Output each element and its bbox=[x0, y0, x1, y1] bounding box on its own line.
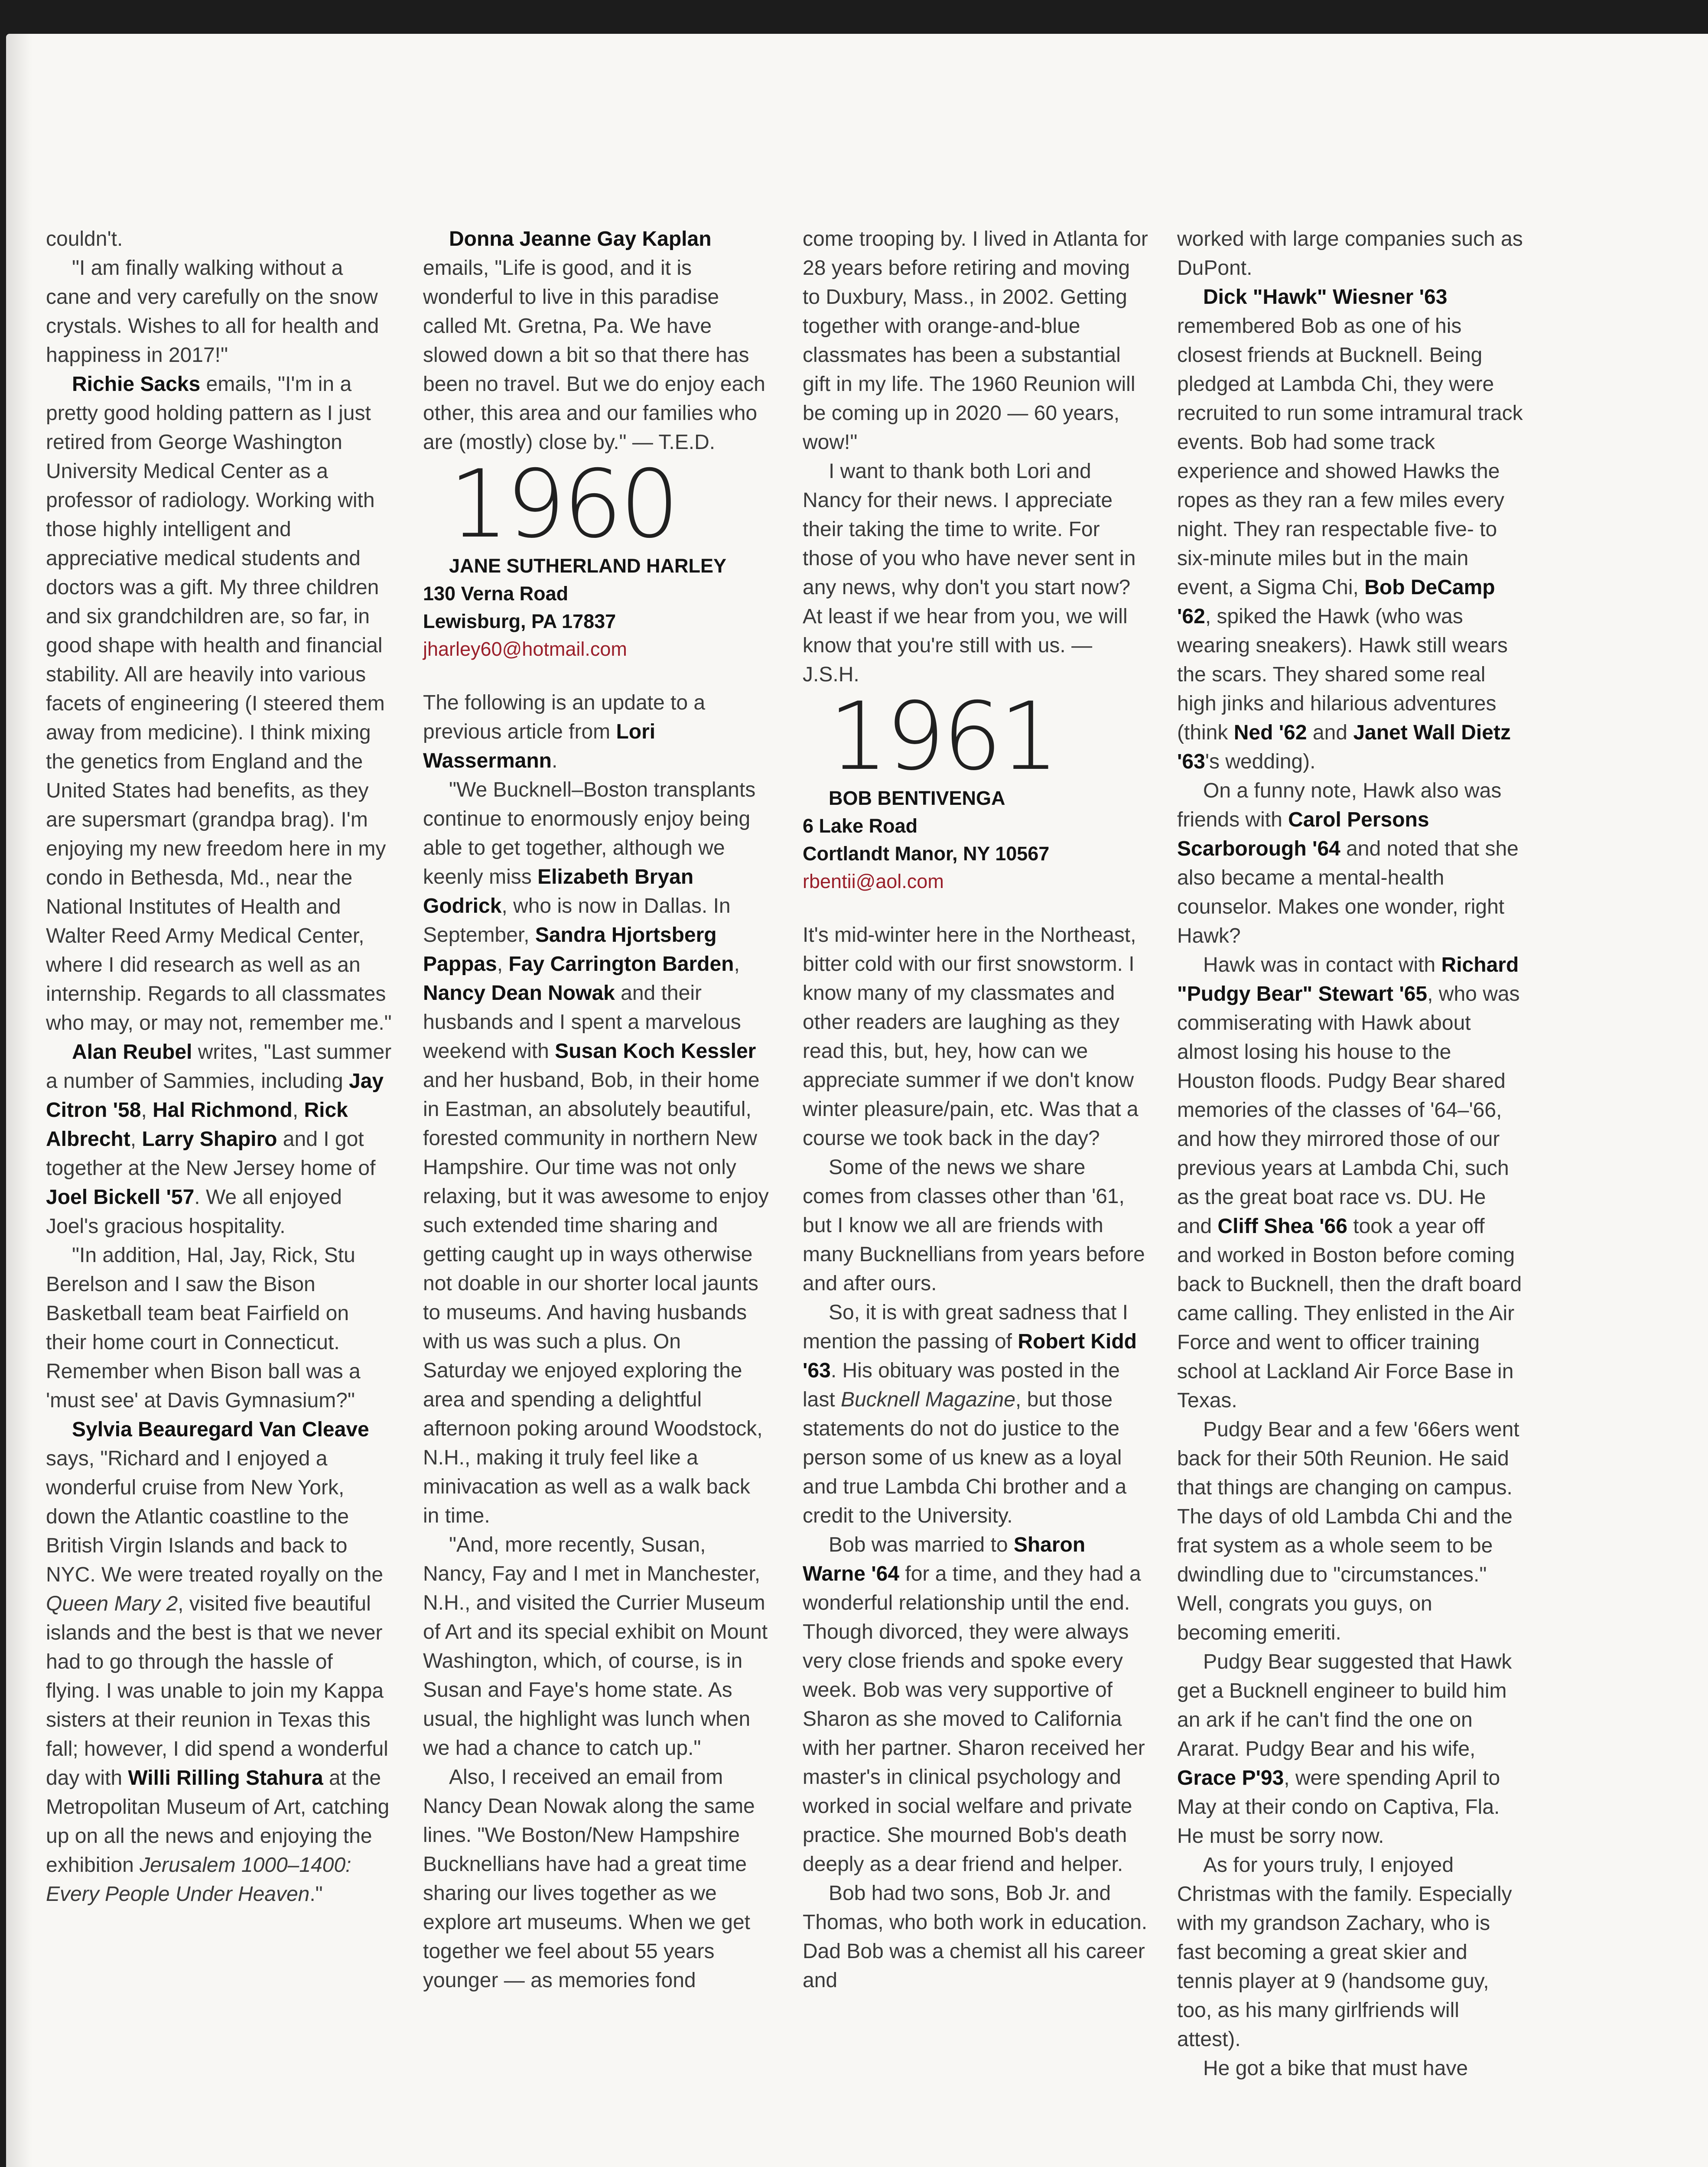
paragraph: It's mid-winter here in the Northeast, bitter cold with our first snowstorm. I know many of my classmates and other readers are laughing as they read this, but, hey, how can we appreciate summer if we don't know winter pleasure/pain, etc. Was that a course we took back in the day? bbox=[803, 924, 1139, 1150]
paragraph: I want to thank both Lori and Nancy for their news. I appreciate their taking the time to write. For those of you who have never sent in any news, why don't you start now? At least if we hear from you, we will know that you're still with us. — J.S.H. bbox=[803, 460, 1136, 686]
paragraph: worked with large companies such as DuPont. bbox=[1177, 228, 1523, 280]
classmate-name: Cliff Shea '66 bbox=[1217, 1215, 1347, 1238]
paragraph: The following is an update to a previous article from Lori Wassermann. bbox=[423, 691, 706, 772]
classmate-name: Lori Wassermann bbox=[423, 720, 656, 772]
class-correspondent-address bbox=[803, 784, 1149, 895]
classmate-name: Joel Bickell '57 bbox=[46, 1186, 195, 1209]
paragraph: So, it is with great sadness that I mention the passing of Robert Kidd '63. His obituary was posted in the last Bucknell Magazine, but those statements do not do justice to the person some of us knew as a loyal and true Lambda Chi brother and a credit to the University. bbox=[803, 1301, 1137, 1527]
classmate-name: Sylvia Beauregard Van Cleave bbox=[72, 1418, 369, 1441]
paragraph: Sylvia Beauregard Van Cleave says, "Richard and I enjoyed a wonderful cruise from New York, down the Atlantic coastline to the British Virgin Islands and back to NYC. We were treated royally on the Queen Mary 2, visited five beautiful islands and the best is that we never had to go through the hassle of flying. I was unable to join my Kappa sisters at their reunion in Texas this fall; however, I did spend a wonderful day with Willi Rilling Stahura at the Metropolitan Museum of Art, catching up on all the news and enjoying the exhibition Jerusalem 1000–1400: Every People Under Heaven." bbox=[46, 1418, 390, 1906]
paragraph: Donna Jeanne Gay Kaplan emails, "Life is good, and it is wonderful to live in this paradise called Mt. Gretna, Pa. We have slowed down a bit so that there has been no travel. But we do enjoy each other, this area and our families who are (mostly) close by." — T.E.D. bbox=[423, 228, 765, 454]
correspondent-name: BOB BENTIVENGA bbox=[829, 787, 1005, 809]
paragraph: Richie Sacks emails, "I'm in a pretty good holding pattern as I just retired from George Washington University Medical Center as a professor of radiology. Working with those highly intelligent and appreciative medical students and doctors was a gift. My three children and six grandchildren are, so far, in good shape with health and financial stability. All are heavily into various facets of engineering (I steered them away from medicine). I think mixing the genetics from England and the United States had benefits, as they are supersmart (grandpa brag). I'm enjoying my new freedom here in my condo in Bethesda, Md., near the National Institutes of Health and Walter Reed Army Medical Center, where I did research as well as an internship. Regards to all classmates who may, or may not, remember me." bbox=[46, 373, 392, 1035]
publication-title: Bucknell Magazine bbox=[841, 1388, 1015, 1411]
classmate-name: Susan Koch Kessler bbox=[555, 1040, 756, 1063]
paragraph: Hawk was in contact with Richard "Pudgy Bear" Stewart '65, who was commiserating with Hawk about almost losing his house to the Houston floods. Pudgy Bear shared memories of the classes of '64–'66, and how they mirrored those of our previous years at Lambda Chi, such as the great boat race vs. DU. He and Cliff Shea '66 took a year off and worked in Boston before coming back to Bucknell, then the draft board came calling. They enlisted in the Air Force and went to officer training school at Lackland Air Force Base in Texas. bbox=[1177, 953, 1522, 1412]
classmate-name: Carol Persons Scarborough '64 bbox=[1177, 808, 1429, 860]
exhibition-title: Jerusalem 1000–1400: Every People Under Heaven bbox=[46, 1854, 351, 1906]
paragraph: "And, more recently, Susan, Nancy, Fay and I met in Manchester, N.H., and visited the Currier Museum of Art and its special exhibit on Mount Washington, which, of course, is in Susan and Faye's home state. As usual, the highlight was lunch when we had a chance to catch up." bbox=[423, 1533, 768, 1760]
magazine-page bbox=[6, 34, 1708, 2167]
paragraph: come trooping by. I lived in Atlanta for 28 years before retiring and moving to Duxbury, Mass., in 2002. Getting together with orange-and-blue classmates has been a substantial gift in my life. The 1960 Reunion will be coming up in 2020 — 60 years, wow!" bbox=[803, 228, 1148, 454]
paragraph: Dick "Hawk" Wiesner '63 remembered Bob as one of his closest friends at Bucknell. Being pledged at Lambda Chi, they were recruited to run some intramural track events. Bob had some track experience and showed Hawks the ropes as they ran a few miles every night. They ran respectable five- to six-minute miles but in the main event, a Sigma Chi, Bob DeCamp '62, spiked the Hawk (who was wearing sneakers). Hawk still wears the scars. They shared some real high jinks and hilarious adventures (think Ned '62 and Janet Wall Dietz '63's wedding). bbox=[1177, 286, 1523, 773]
correspondent-street: 130 Verna Road bbox=[423, 582, 569, 605]
classmate-name: Jay Citron '58 bbox=[46, 1070, 384, 1122]
classmate-name: Bob DeCamp '62 bbox=[1177, 576, 1495, 628]
classmate-name: Hal Richmond bbox=[153, 1099, 293, 1122]
classmate-name: Alan Reubel bbox=[72, 1041, 192, 1064]
classmate-name: Grace P'93 bbox=[1177, 1767, 1284, 1790]
classmate-name: Donna Jeanne Gay Kaplan bbox=[449, 228, 712, 251]
paragraph: "In addition, Hal, Jay, Rick, Stu Berelson and I saw the Bison Basketball team beat Fairfield on their home court in Connecticut. Remember when Bison ball was a 'must see' at Davis Gymnasium?" bbox=[46, 1244, 361, 1412]
paragraph: Pudgy Bear and a few '66ers went back for their 50th Reunion. He said that things are changing on campus. The days of old Lambda Chi and the frat system as a whole seem to be dwindling due to "circumstances." Well, congrats you guys, on becoming emeriti. bbox=[1177, 1418, 1519, 1644]
classmate-name: Richard "Pudgy Bear" Stewart '65 bbox=[1177, 953, 1519, 1005]
classmate-name: Janet Wall Dietz '63 bbox=[1177, 721, 1511, 773]
classmate-name: Willi Rilling Stahura bbox=[128, 1767, 323, 1790]
paragraph: Bob had two sons, Bob Jr. and Thomas, who both work in education. Dad Bob was a chemist all his career and bbox=[803, 1882, 1148, 1992]
paragraph: Alan Reubel writes, "Last summer a number of Sammies, including Jay Citron '58, Hal Richmond, Rick Albrecht, Larry Shapiro and I got together at the New Jersey home of Joel Bickell '57. We all enjoyed Joel's gracious hospitality. bbox=[46, 1041, 392, 1238]
paragraph: Also, I received an email from Nancy Dean Nowak along the same lines. "We Boston/New Hampshire Bucknellians have had a great time sharing our lives together as we explore art museums. When we get together we feel about 55 years younger — as memories fond bbox=[423, 1766, 755, 1992]
column-3 bbox=[803, 225, 1149, 1995]
classmate-name: Larry Shapiro bbox=[142, 1128, 277, 1151]
column-2 bbox=[423, 225, 770, 1995]
classmate-name: Robert Kidd '63 bbox=[803, 1330, 1137, 1382]
correspondent-city: Cortlandt Manor, NY 10567 bbox=[803, 843, 1050, 865]
paragraph: "I am finally walking without a cane and very carefully on the snow crystals. Wishes to all for health and happiness in 2017!" bbox=[46, 257, 379, 367]
correspondent-street: 6 Lake Road bbox=[803, 815, 918, 837]
classmate-name: Ned '62 bbox=[1233, 721, 1307, 744]
correspondent-name: JANE SUTHERLAND HARLEY bbox=[449, 555, 727, 577]
page-fold-shadow bbox=[6, 34, 32, 2167]
paragraph: couldn't. bbox=[46, 228, 123, 251]
correspondent-email-link[interactable]: rbentii@aol.com bbox=[803, 870, 944, 892]
paragraph: As for yours truly, I enjoyed Christmas with the family. Especially with my grandson Zachary, who is fast becoming a great skier and tennis player at 9 (handsome guy, too, as his many girlfriends will attest). bbox=[1177, 1854, 1512, 2051]
classmate-name: Sharon Warne '64 bbox=[803, 1533, 1086, 1585]
classmate-name: Elizabeth Bryan Godrick bbox=[423, 865, 694, 918]
classmate-name: Nancy Dean Nowak bbox=[423, 982, 615, 1005]
classmate-name: Sandra Hjortsberg Pappas bbox=[423, 924, 717, 976]
paragraph: He got a bike that must have bbox=[1203, 2057, 1468, 2080]
paragraph: Some of the news we share comes from classes other than '61, but I know we all are friends with many Bucknellians from years before and after ours. bbox=[803, 1156, 1145, 1295]
class-correspondent-address bbox=[423, 552, 770, 663]
correspondent-email-link[interactable]: jharley60@hotmail.com bbox=[423, 638, 627, 660]
column-4 bbox=[1177, 225, 1524, 2083]
paragraph: "We Bucknell–Boston transplants continue to enormously enjoy being able to get together, although we keenly miss Elizabeth Bryan Godrick, who is now in Dallas. In September, Sandra Hjortsberg Pappas, Fay Carrington Barden, Nancy Dean Nowak and their husbands and I spent a marvelous weekend with Susan Koch Kessler and her husband, Bob, in their home in Eastman, an absolutely beautiful, forested community in northern New Hampshire. Our time was not only relaxing, but it was awesome to enjoy such extended time sharing and getting caught up in ways otherwise not doable in our shorter local jaunts to museums. And having husbands with us was such a plus. On Saturday we enjoyed exploring the area and spending a delightful afternoon poking around Woodstock, N.H., making it truly feel like a minivacation as well as a walk back in time. bbox=[423, 778, 769, 1527]
class-year-heading: 1960 bbox=[449, 450, 677, 559]
class-year-heading: 1961 bbox=[829, 682, 1057, 791]
classmate-name: Dick "Hawk" Wiesner '63 bbox=[1203, 286, 1448, 309]
ship-name: Queen Mary 2 bbox=[46, 1592, 178, 1615]
classmate-name: Fay Carrington Barden bbox=[508, 953, 734, 976]
correspondent-city: Lewisburg, PA 17837 bbox=[423, 610, 616, 632]
column-1 bbox=[46, 225, 393, 1909]
classmate-name: Richie Sacks bbox=[72, 373, 201, 396]
classmate-name: Rick Albrecht bbox=[46, 1099, 348, 1151]
paragraph: Bob was married to Sharon Warne '64 for a time, and they had a wonderful relationship until the end. Though divorced, they were always very close friends and spoke every week. Bob was very supportive of Sharon as she moved to California with her partner. Sharon received her master's in clinical psychology and worked in social welfare and private practice. She mourned Bob's death deeply as a dear friend and helper. bbox=[803, 1533, 1145, 1876]
paragraph: Pudgy Bear suggested that Hawk get a Bucknell engineer to build him an ark if he can't find the one on Ararat. Pudgy Bear and his wife, Grace P'93, were spending April to May at their condo on Captiva, Fla. He must be sorry now. bbox=[1177, 1650, 1512, 1848]
paragraph: On a funny note, Hawk also was friends with Carol Persons Scarborough '64 and noted that she also became a mental-health counselor. Makes one wonder, right Hawk? bbox=[1177, 779, 1519, 947]
